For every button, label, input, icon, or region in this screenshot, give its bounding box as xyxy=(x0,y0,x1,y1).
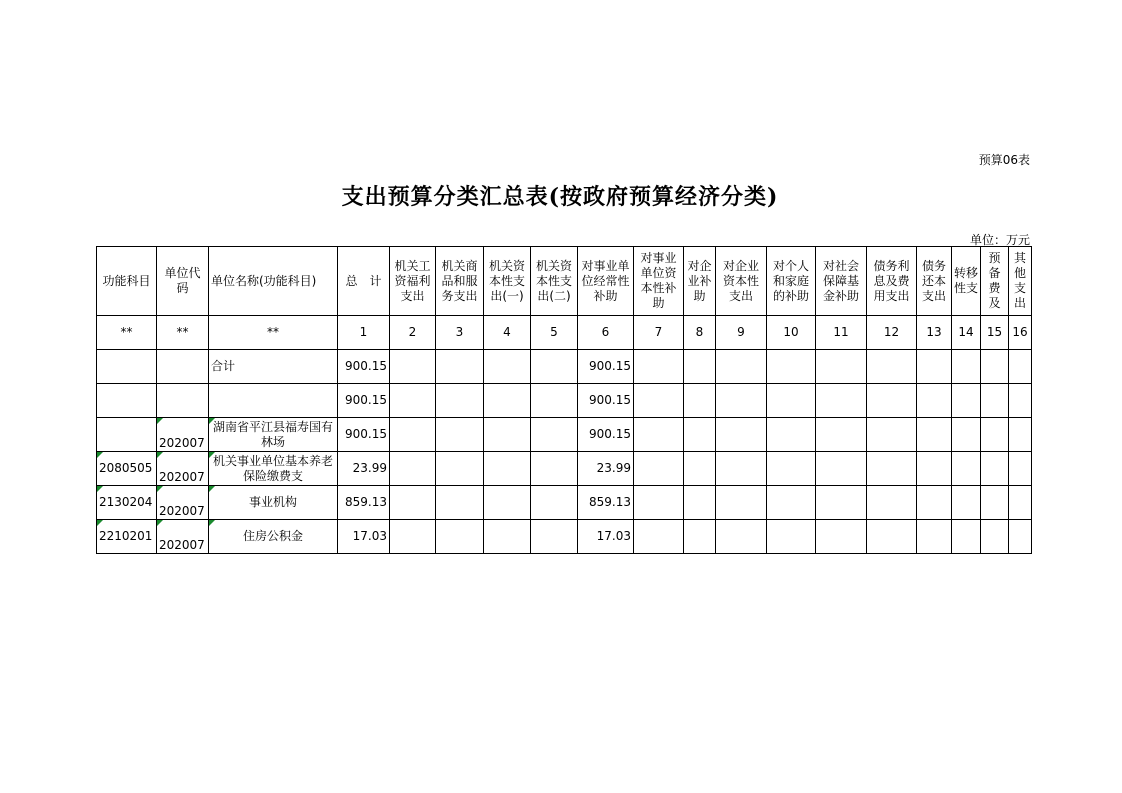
unit-name-cell: 事业机构 xyxy=(209,486,338,520)
unit-name-cell: 合计 xyxy=(209,350,338,384)
index-cell: 15 xyxy=(981,316,1009,350)
col-header: 债务还本支出 xyxy=(917,247,952,316)
col-header: 单位名称(功能科目) xyxy=(209,247,338,316)
index-cell: 6 xyxy=(578,316,634,350)
unit-code-cell: 202007 xyxy=(157,418,209,452)
col-header: 对个人和家庭的补助 xyxy=(767,247,816,316)
unit-name-cell: 湖南省平江县福寿国有林场 xyxy=(209,418,338,452)
col-header: 机关商品和服务支出 xyxy=(436,247,484,316)
unit-code-cell: 202007 xyxy=(157,520,209,554)
index-cell: 9 xyxy=(716,316,767,350)
total-cell: 900.15 xyxy=(338,384,390,418)
subsidy-cell: 900.15 xyxy=(578,384,634,418)
index-cell: ** xyxy=(209,316,338,350)
header-row xyxy=(97,247,1032,316)
col-header: 机关资本性支出(二) xyxy=(531,247,578,316)
func-code-cell xyxy=(97,418,157,452)
col-header: 对社会保障基金补助 xyxy=(816,247,867,316)
col-header: 对事业单位资本性补助 xyxy=(634,247,684,316)
page-title: 支出预算分类汇总表(按政府预算经济分类) xyxy=(341,184,779,210)
total-cell: 900.15 xyxy=(338,350,390,384)
table-row xyxy=(97,418,1032,452)
func-code-cell xyxy=(97,350,157,384)
form-number: 预算06表 xyxy=(978,153,1030,167)
budget-table xyxy=(96,246,1032,554)
col-header: 预备费及 xyxy=(981,247,1009,316)
total-cell: 900.15 xyxy=(338,418,390,452)
unit-code-cell: 202007 xyxy=(157,486,209,520)
col-header: 总 计 xyxy=(338,247,390,316)
subsidy-cell: 17.03 xyxy=(578,520,634,554)
index-cell: 2 xyxy=(390,316,436,350)
unit-code-cell xyxy=(157,384,209,418)
unit-name-cell: 机关事业单位基本养老保险缴费支 xyxy=(209,452,338,486)
func-code-cell: 2130204 xyxy=(97,486,157,520)
table-row xyxy=(97,452,1032,486)
func-code-cell xyxy=(97,384,157,418)
total-cell: 17.03 xyxy=(338,520,390,554)
index-cell: 7 xyxy=(634,316,684,350)
unit-label: 单位：万元 xyxy=(969,233,1030,247)
table-row xyxy=(97,486,1032,520)
index-cell: ** xyxy=(97,316,157,350)
total-cell: 23.99 xyxy=(338,452,390,486)
table-row xyxy=(97,520,1032,554)
subsidy-cell: 859.13 xyxy=(578,486,634,520)
unit-name-cell: 住房公积金 xyxy=(209,520,338,554)
col-header: 对事业单位经常性补助 xyxy=(578,247,634,316)
col-header: 债务利息及费用支出 xyxy=(867,247,917,316)
col-header: 其他支出 xyxy=(1009,247,1032,316)
table-row-total xyxy=(97,350,1032,384)
unit-name-cell xyxy=(209,384,338,418)
index-cell: 3 xyxy=(436,316,484,350)
subsidy-cell: 900.15 xyxy=(578,418,634,452)
index-cell: 4 xyxy=(484,316,531,350)
func-code-cell: 2210201 xyxy=(97,520,157,554)
index-cell: 10 xyxy=(767,316,816,350)
col-header: 单位代码 xyxy=(157,247,209,316)
index-cell: 12 xyxy=(867,316,917,350)
index-cell: 14 xyxy=(952,316,981,350)
total-cell: 859.13 xyxy=(338,486,390,520)
unit-code-cell xyxy=(157,350,209,384)
index-row xyxy=(97,316,1032,350)
table-row xyxy=(97,384,1032,418)
col-header: 机关工资福利支出 xyxy=(390,247,436,316)
index-cell: 1 xyxy=(338,316,390,350)
func-code-cell: 2080505 xyxy=(97,452,157,486)
col-header: 对企业补助 xyxy=(684,247,716,316)
col-header: 转移性支 xyxy=(952,247,981,316)
index-cell: 8 xyxy=(684,316,716,350)
index-cell: 5 xyxy=(531,316,578,350)
index-cell: 16 xyxy=(1009,316,1032,350)
index-cell: ** xyxy=(157,316,209,350)
subsidy-cell: 900.15 xyxy=(578,350,634,384)
index-cell: 13 xyxy=(917,316,952,350)
unit-code-cell: 202007 xyxy=(157,452,209,486)
col-header: 功能科目 xyxy=(97,247,157,316)
index-cell: 11 xyxy=(816,316,867,350)
col-header: 对企业资本性支出 xyxy=(716,247,767,316)
col-header: 机关资本性支出(一) xyxy=(484,247,531,316)
subsidy-cell: 23.99 xyxy=(578,452,634,486)
